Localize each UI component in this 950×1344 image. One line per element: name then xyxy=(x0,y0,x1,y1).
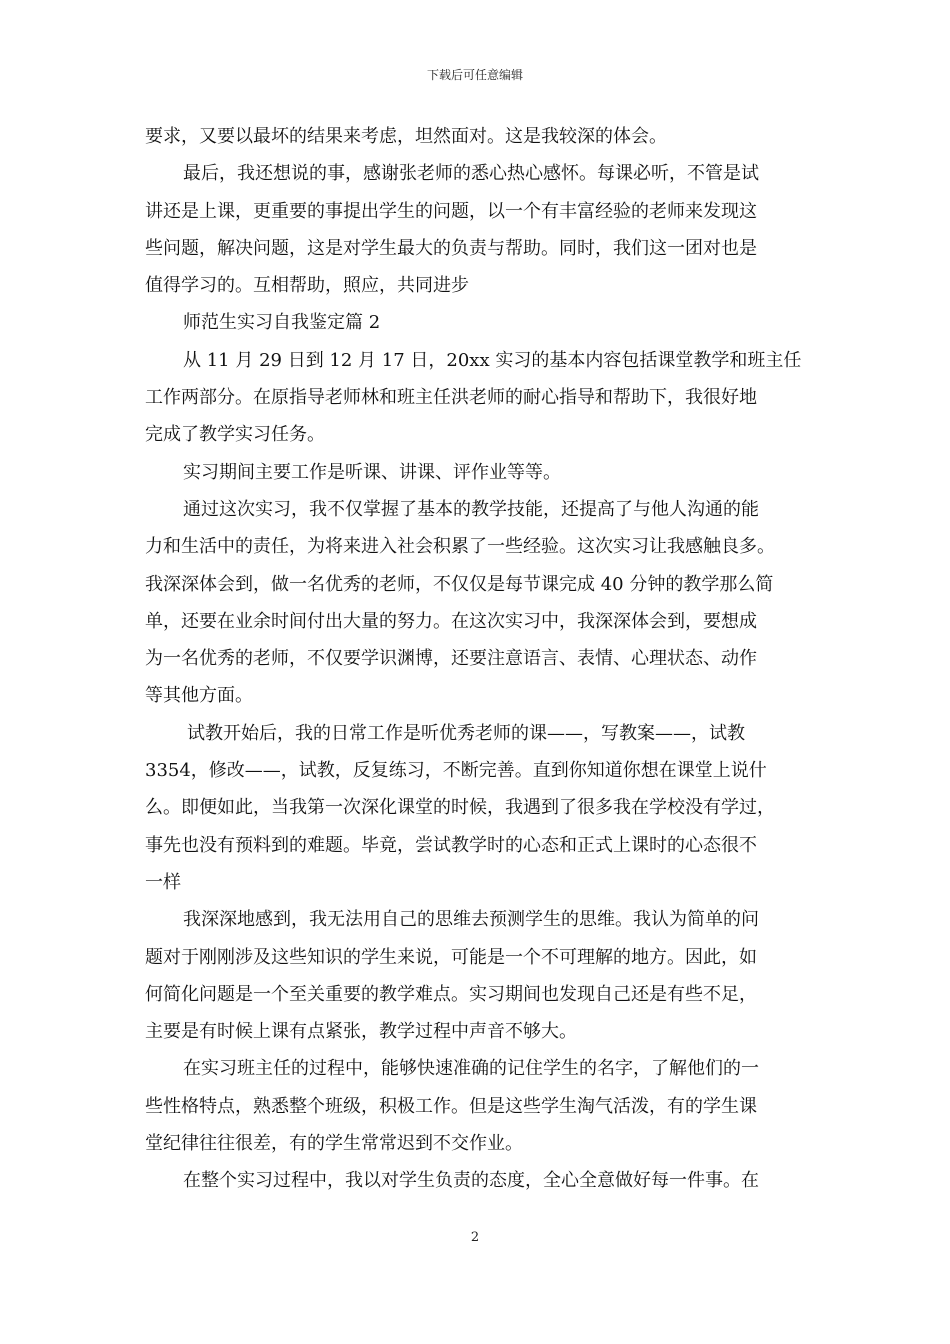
body-line: 力和生活中的责任，为将来进入社会积累了一些经验。这次实习让我感触良多。 xyxy=(145,536,775,558)
body-line: 一样 xyxy=(145,871,181,893)
body-line: 在实习班主任的过程中，能够快速准确的记住学生的名字，了解他们的一 xyxy=(183,1058,759,1080)
section-heading: 师范生实习自我鉴定篇 2 xyxy=(183,312,381,334)
body-line: 值得学习的。互相帮助，照应，共同进步 xyxy=(145,275,469,297)
body-line: 我深深地感到，我无法用自己的思维去预测学生的思维。我认为简单的问 xyxy=(183,909,759,931)
body-line: 主要是有时候上课有点紧张，教学过程中声音不够大。 xyxy=(145,1021,577,1043)
body-line: 从 11 月 29 日到 12 月 17 日，20xx 实习的基本内容包括课堂教学和班主任 xyxy=(183,349,802,371)
body-line: 等其他方面。 xyxy=(145,685,253,707)
body-line: 最后，我还想说的事，感谢张老师的悉心热心感怀。每课必听，不管是试 xyxy=(183,163,759,185)
body-line: 实习期间主要工作是听课、讲课、评作业等等。 xyxy=(183,461,561,483)
header-note: 下载后可任意编辑 xyxy=(426,68,523,82)
body-line: 我深深体会到，做一名优秀的老师，不仅仅是每节课完成 40 分钟的教学那么简 xyxy=(145,573,774,595)
body-line: 么。即便如此，当我第一次深化课堂的时候，我遇到了很多我在学校没有学过， xyxy=(145,797,775,819)
body-line: 些问题，解决问题，这是对学生最大的负责与帮助。同时，我们这一团对也是 xyxy=(145,237,757,259)
page-number: 2 xyxy=(470,1230,480,1245)
body-line: 讲还是上课，更重要的事提出学生的问题，以一个有丰富经验的老师来发现这 xyxy=(145,200,757,222)
body-line: 3354，修改——，试教，反复练习，不断完善。直到你知道你想在课堂上说什 xyxy=(145,760,767,782)
body-line: 单，还要在业余时间付出大量的努力。在这次实习中，我深深体会到，要想成 xyxy=(145,610,757,632)
body-line: 工作两部分。在原指导老师林和班主任洪老师的耐心指导和帮助下，我很好地 xyxy=(145,387,757,409)
body-line: 完成了教学实习任务。 xyxy=(145,424,325,446)
body-line: 试教开始后，我的日常工作是听优秀老师的课——，写教案——，试教 xyxy=(187,722,745,744)
body-line: 事先也没有预料到的难题。毕竟，尝试教学时的心态和正式上课时的心态很不 xyxy=(145,834,757,856)
body-line: 在整个实习过程中，我以对学生负责的态度，全心全意做好每一件事。在 xyxy=(183,1170,759,1192)
body-line: 些性格特点，熟悉整个班级，积极工作。但是这些学生淘气活泼，有的学生课 xyxy=(145,1095,757,1117)
body-line: 要求，又要以最坏的结果来考虑，坦然面对。这是我较深的体会。 xyxy=(145,126,667,147)
body-line: 堂纪律往往很差，有的学生常常迟到不交作业。 xyxy=(145,1133,523,1155)
document-body xyxy=(145,118,810,1200)
body-line: 题对于刚刚涉及这些知识的学生来说，可能是一个不可理解的地方。因此，如 xyxy=(145,946,757,968)
body-line: 通过这次实习，我不仅掌握了基本的教学技能，还提高了与他人沟通的能 xyxy=(183,498,759,520)
body-line: 为一名优秀的老师，不仅要学识渊博，还要注意语言、表情、心理状态、动作 xyxy=(145,648,757,670)
body-line: 何简化问题是一个至关重要的教学难点。实习期间也发现自己还是有些不足， xyxy=(145,983,757,1005)
